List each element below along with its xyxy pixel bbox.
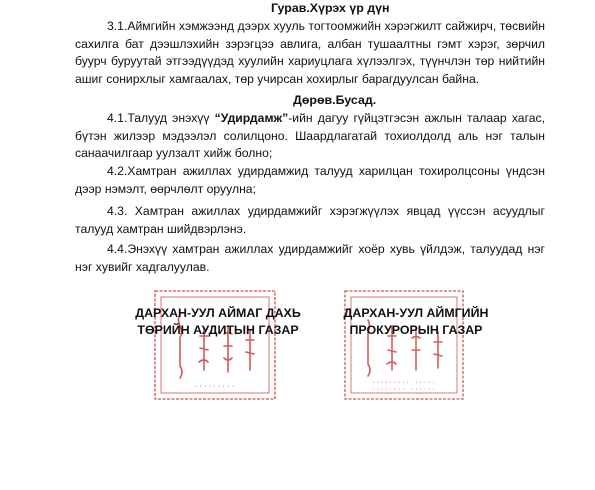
paragraph-4-4: 4.4.Энэхүү хамтран ажиллах удирдамжийг хоёр хувь үйлдэж, талуудад нэг нэг хувийг хадгалуулав. — [75, 242, 545, 274]
paragraph-4-3: 4.3. Хамтран ажиллах удирдамжийг хэрэгжүүлэх явцад үүссэн асуудлыг талууд хамтран шийдвэрлэнэ. — [75, 204, 545, 236]
section-4-heading: Дөрөв.Бусад. — [293, 93, 377, 107]
left-signatory-title — [118, 305, 318, 339]
paragraph-4-1-lead: 4.1.Талууд энэхүү — [107, 111, 215, 125]
svg-text:········· ·····: ········· ····· — [371, 380, 437, 386]
right-signatory-title — [326, 305, 506, 339]
paragraph-4-1 — [75, 110, 545, 163]
right-signatory-line-2: ПРОКУРОРЫН ГАЗАР — [349, 323, 483, 337]
paragraph-4-1-rest: -ийн дагуу гүйцэтгэсэн ажлын талаар хагас, бүтэн жилээр мэдээлэл солилцоно. Шаардлагатай тохиолдолд аль нэг талын санаачилгаар уулзалт хийж болно; — [75, 111, 546, 160]
left-signatory-line-2: ТӨРИЙН АУДИТЫН ГАЗАР — [137, 323, 299, 337]
svg-text:·········: ········· — [194, 383, 236, 390]
paragraph-4-2: 4.2.Хамтран ажиллах удирдамжид талууд харилцан тохиролцсоны үндсэн дээр нэмэлт, өөрчлөлт оруулна; — [75, 164, 545, 196]
paragraph-4-1-bold: “Удирдамж” — [214, 111, 289, 125]
svg-text:········ ······: ········ ······ — [371, 387, 437, 393]
section-3-heading: Гурав.Хүрэх үр дүн — [271, 1, 390, 15]
paragraph-3-1: 3.1.Аймгийн хэмжээнд дээрх хууль тогтоомжийн хэрэгжилт сайжирч, төсвийн сахилга бат дээшлэхийн зэрэгцээ авлига, албан тушаалтны гэмт хэрэг, зөрчил буурч буруутай этгээдүүдэд хуулийн хариуцлага хүлээлгэх, түүнчлэн төр нийтийн ашиг сонирхлыг хамгаалах, төр учирсан хохирлыг барагдуулсан байна. — [75, 19, 545, 86]
right-signatory-line-1: ДАРХАН-УУЛ АЙМГИЙН — [343, 306, 489, 320]
left-signatory-line-1: ДАРХАН-УУЛ АЙМАГ ДАХЬ — [135, 306, 301, 320]
